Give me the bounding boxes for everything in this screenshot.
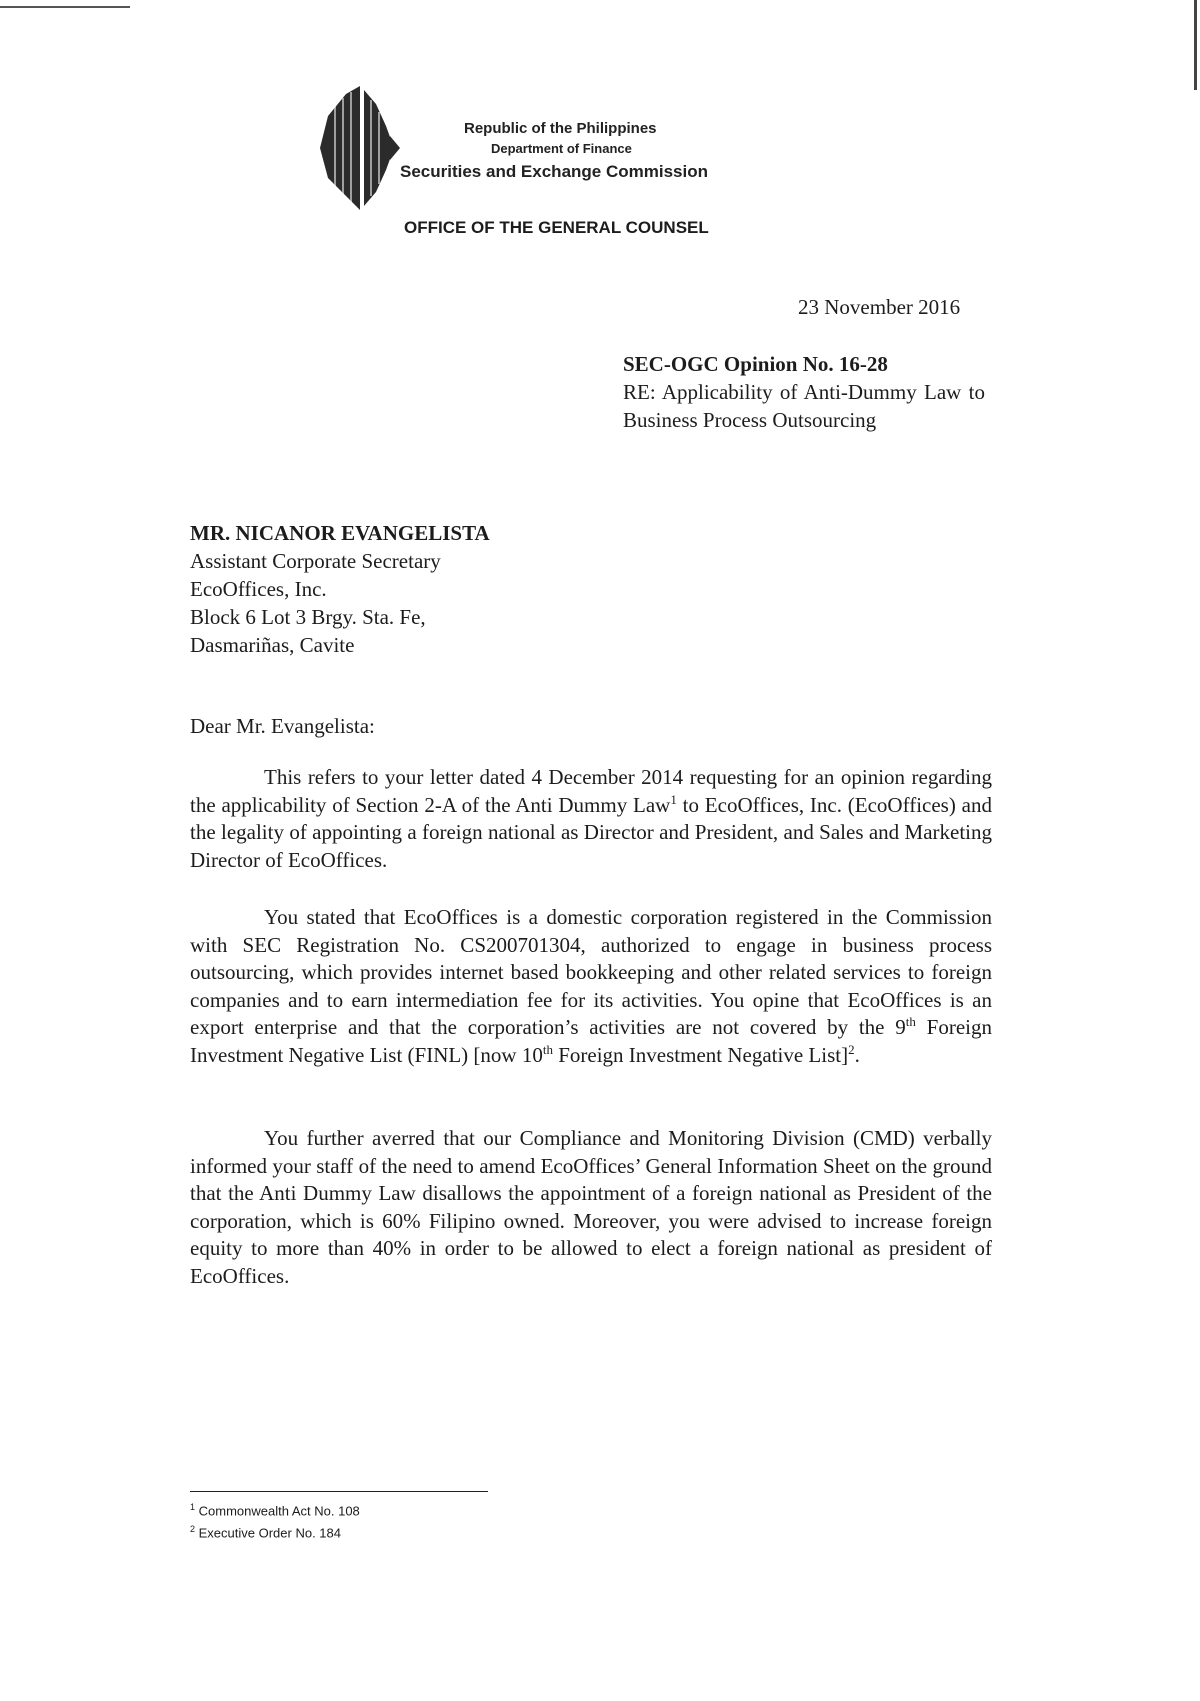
scan-edge-line xyxy=(0,6,130,8)
paragraph-text: Foreign Investment Negative List (FINL) [now 10 xyxy=(190,1015,992,1067)
scan-edge-line xyxy=(1194,0,1197,90)
addressee-company: EcoOffices, Inc. xyxy=(190,577,327,601)
office-heading: OFFICE OF THE GENERAL COUNSEL xyxy=(404,218,709,237)
ordinal-suffix: th xyxy=(905,1014,916,1029)
paragraph-text: to EcoOffices, Inc. (EcoOffices) and the legality of appointing a foreign national as Director and President, and Sales and Marketing Director of EcoOffices. xyxy=(190,792,992,872)
footnote-text: Executive Order No. 184 xyxy=(198,1525,341,1541)
footnote-number: 1 xyxy=(190,1502,196,1512)
letterhead-department: Department of Finance xyxy=(491,141,632,156)
body-paragraph-1 xyxy=(190,764,992,874)
footnote-text: Commonwealth Act No. 108 xyxy=(198,1503,360,1519)
paragraph-text: Foreign Investment Negative List] xyxy=(552,1042,849,1067)
addressee-address-line1: Block 6 Lot 3 Brgy. Sta. Fe, xyxy=(190,605,426,629)
addressee-block xyxy=(190,519,490,659)
body-paragraph-2 xyxy=(190,904,992,1069)
subject-line: RE: Applicability of Anti-Dummy Law to Business Process Outsourcing xyxy=(623,380,985,432)
paragraph-text: You stated that EcoOffices is a domestic corporation registered in the Commission with SEC Registration No. CS200701304, authorized to engage in business process outsourcing, which provides internet based bookkeeping and other related services to foreign companies and to earn intermediation fee for its activities. You opine that EcoOffices is an export enterprise and that the corporation’s activities are not covered by the 9 xyxy=(190,905,992,1039)
footnote-separator xyxy=(190,1491,488,1492)
addressee-name: MR. NICANOR EVANGELISTA xyxy=(190,521,490,545)
addressee-title: Assistant Corporate Secretary xyxy=(190,549,441,573)
body-paragraph-3: You further averred that our Compliance and Monitoring Division (CMD) verbally informed your staff of the need to amend EcoOffices’ General Information Sheet on the ground that the Anti Dummy Law disallows the appointment of a foreign national as President of the corporation, which is 60% Filipino owned. Moreover, you were advised to increase foreign equity to more than 40% in order to be allowed to elect a foreign national as president of EcoOffices. xyxy=(190,1126,992,1288)
footnote-2 xyxy=(190,1520,360,1542)
addressee-address-line2: Dasmariñas, Cavite xyxy=(190,633,355,657)
sec-logo xyxy=(320,86,400,210)
letterhead-republic: Republic of the Philippines xyxy=(464,120,657,137)
reference-block xyxy=(623,350,985,434)
letter-date: 23 November 2016 xyxy=(798,295,961,319)
footnote-ref-2: 2 xyxy=(848,1041,855,1057)
footnotes xyxy=(190,1498,360,1543)
letterhead-commission: Securities and Exchange Commission xyxy=(400,162,708,181)
paragraph-text: This refers to your letter dated 4 December 2014 requesting for an opinion regarding the applicability of Section 2-A of the Anti Dummy Law xyxy=(190,765,992,817)
ordinal-suffix: th xyxy=(542,1041,553,1057)
footnote-1 xyxy=(190,1498,360,1520)
opinion-number: SEC-OGC Opinion No. 16-28 xyxy=(623,352,888,376)
footnote-number: 2 xyxy=(190,1524,196,1535)
paragraph-text: . xyxy=(854,1042,860,1067)
salutation: Dear Mr. Evangelista: xyxy=(190,714,375,738)
footnote-ref-1: 1 xyxy=(670,791,677,807)
